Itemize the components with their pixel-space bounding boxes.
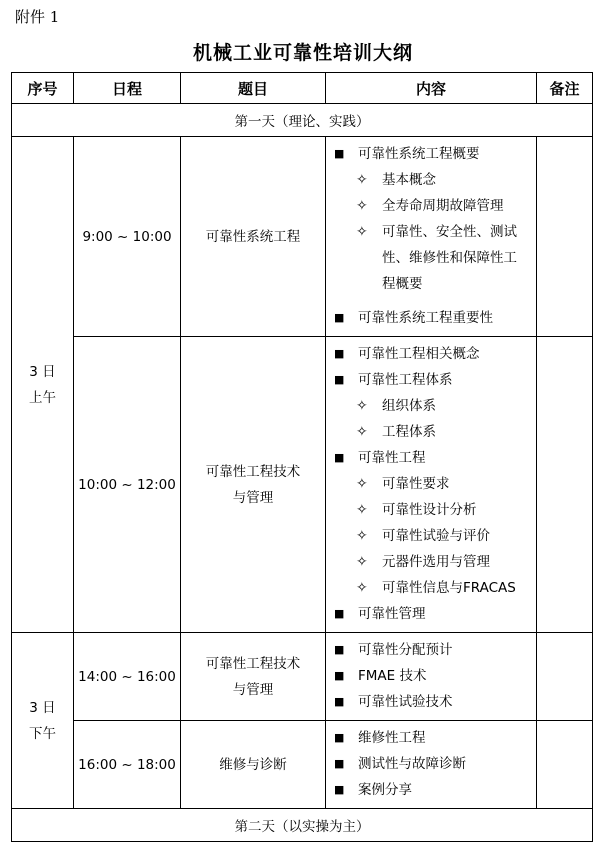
group-label-day: 3 日 — [29, 363, 56, 380]
content-item — [332, 341, 530, 367]
session-topic-line: 与管理 — [232, 681, 274, 698]
content-item-text: 可靠性试验技术 — [358, 694, 453, 710]
session-topic — [181, 337, 326, 633]
session-content — [326, 337, 537, 633]
square-bullet-icon: ■ — [334, 783, 345, 796]
content-item-text: 可靠性工程 — [358, 450, 426, 466]
group-label — [12, 633, 74, 809]
session-time: 16:00 ~ 18:00 — [74, 721, 181, 809]
diamond-bullet-icon: ✧ — [356, 528, 368, 544]
square-bullet-icon: ■ — [334, 731, 345, 744]
content-item-text: 案例分享 — [358, 782, 412, 798]
content-item-text: 可靠性要求 — [382, 476, 450, 492]
content-item-text: FMAE 技术 — [358, 668, 427, 684]
content-item-text: 全寿命周期故障管理 — [382, 198, 504, 214]
content-item — [332, 601, 530, 627]
day1-label: 第一天（理论、实践） — [12, 104, 593, 137]
header-schedule: 日程 — [74, 73, 181, 104]
session-content — [326, 721, 537, 809]
diamond-bullet-icon: ✧ — [356, 424, 368, 440]
session-topic-line: 可靠性工程技术 — [205, 655, 301, 672]
session-topic-line: 与管理 — [232, 489, 274, 506]
session-topic-line: 维修与诊断 — [219, 756, 287, 773]
group-label-period: 上午 — [29, 389, 56, 406]
session-remarks — [537, 137, 593, 337]
content-item-text: 基本概念 — [382, 172, 436, 188]
content-item — [332, 419, 530, 445]
day-row — [12, 104, 593, 137]
square-bullet-icon: ■ — [334, 669, 345, 682]
session-row — [12, 137, 593, 337]
content-item — [332, 663, 530, 689]
header-seq: 序号 — [12, 73, 74, 104]
diamond-bullet-icon: ✧ — [356, 554, 368, 570]
content-item — [332, 305, 530, 331]
content-item-text: 可靠性系统工程概要 — [358, 146, 480, 162]
day-row — [12, 809, 593, 842]
content-item — [332, 575, 530, 601]
square-bullet-icon: ■ — [334, 695, 345, 708]
content-item-text: 元器件选用与管理 — [382, 554, 490, 570]
attachment-label: 附件 1 — [15, 8, 60, 26]
header-remarks: 备注 — [537, 73, 593, 104]
content-item — [332, 141, 530, 167]
session-topic-line: 可靠性工程技术 — [205, 463, 301, 480]
session-topic — [181, 721, 326, 809]
content-item — [332, 219, 530, 297]
content-item — [332, 523, 530, 549]
diamond-bullet-icon: ✧ — [356, 580, 368, 596]
content-item-text: 维修性工程 — [358, 730, 426, 746]
content-item-text: 组织体系 — [382, 398, 436, 414]
header-topic: 题目 — [181, 73, 326, 104]
content-item — [332, 689, 530, 715]
training-schedule-table — [11, 72, 593, 842]
content-item-text: 可靠性试验与评价 — [382, 528, 490, 544]
session-content — [326, 633, 537, 721]
content-item — [332, 497, 530, 523]
session-remarks — [537, 721, 593, 809]
square-bullet-icon: ■ — [334, 347, 345, 360]
diamond-bullet-icon: ✧ — [356, 224, 368, 240]
content-item-text: 工程体系 — [382, 424, 436, 440]
square-bullet-icon: ■ — [334, 757, 345, 770]
content-item — [332, 637, 530, 663]
content-item — [332, 167, 530, 193]
session-topic — [181, 633, 326, 721]
session-content — [326, 137, 537, 337]
session-time: 9:00 ~ 10:00 — [74, 137, 181, 337]
content-item — [332, 367, 530, 393]
square-bullet-icon: ■ — [334, 643, 345, 656]
content-item-text: 可靠性系统工程重要性 — [358, 310, 493, 326]
content-item-text: 可靠性工程体系 — [358, 372, 453, 388]
square-bullet-icon: ■ — [334, 373, 345, 386]
diamond-bullet-icon: ✧ — [356, 172, 368, 188]
content-item-text: 可靠性工程相关概念 — [358, 346, 480, 362]
session-topic-line: 可靠性系统工程 — [205, 228, 301, 245]
diamond-bullet-icon: ✧ — [356, 476, 368, 492]
session-row — [12, 721, 593, 809]
content-item — [332, 393, 530, 419]
content-item-text: 可靠性管理 — [358, 606, 426, 622]
content-item — [332, 777, 530, 803]
content-gap — [332, 297, 530, 305]
content-item-text: 可靠性分配预计 — [358, 642, 453, 658]
session-time: 14:00 ~ 16:00 — [74, 633, 181, 721]
content-item — [332, 751, 530, 777]
content-item — [332, 471, 530, 497]
content-item-text: 可靠性、安全性、测试性、维修性和保障性工程概要 — [382, 224, 517, 292]
diamond-bullet-icon: ✧ — [356, 398, 368, 414]
group-label — [12, 137, 74, 633]
session-row — [12, 633, 593, 721]
content-item — [332, 193, 530, 219]
square-bullet-icon: ■ — [334, 147, 345, 160]
day2-label: 第二天（以实操为主） — [12, 809, 593, 842]
group-label-period: 下午 — [29, 725, 56, 742]
session-topic — [181, 137, 326, 337]
content-item-text: 测试性与故障诊断 — [358, 756, 466, 772]
session-remarks — [537, 337, 593, 633]
content-item — [332, 549, 530, 575]
square-bullet-icon: ■ — [334, 451, 345, 464]
content-item — [332, 725, 530, 751]
session-remarks — [537, 633, 593, 721]
group-label-day: 3 日 — [29, 699, 56, 716]
content-item-text: 可靠性设计分析 — [382, 502, 477, 518]
header-content: 内容 — [326, 73, 537, 104]
document-title: 机械工业可靠性培训大纲 — [192, 42, 413, 64]
square-bullet-icon: ■ — [334, 311, 345, 324]
session-row — [12, 337, 593, 633]
diamond-bullet-icon: ✧ — [356, 502, 368, 518]
header-row — [12, 73, 593, 104]
diamond-bullet-icon: ✧ — [356, 198, 368, 214]
content-item-text: 可靠性信息与FRACAS — [382, 580, 516, 596]
content-item — [332, 445, 530, 471]
session-time: 10:00 ~ 12:00 — [74, 337, 181, 633]
square-bullet-icon: ■ — [334, 607, 345, 620]
